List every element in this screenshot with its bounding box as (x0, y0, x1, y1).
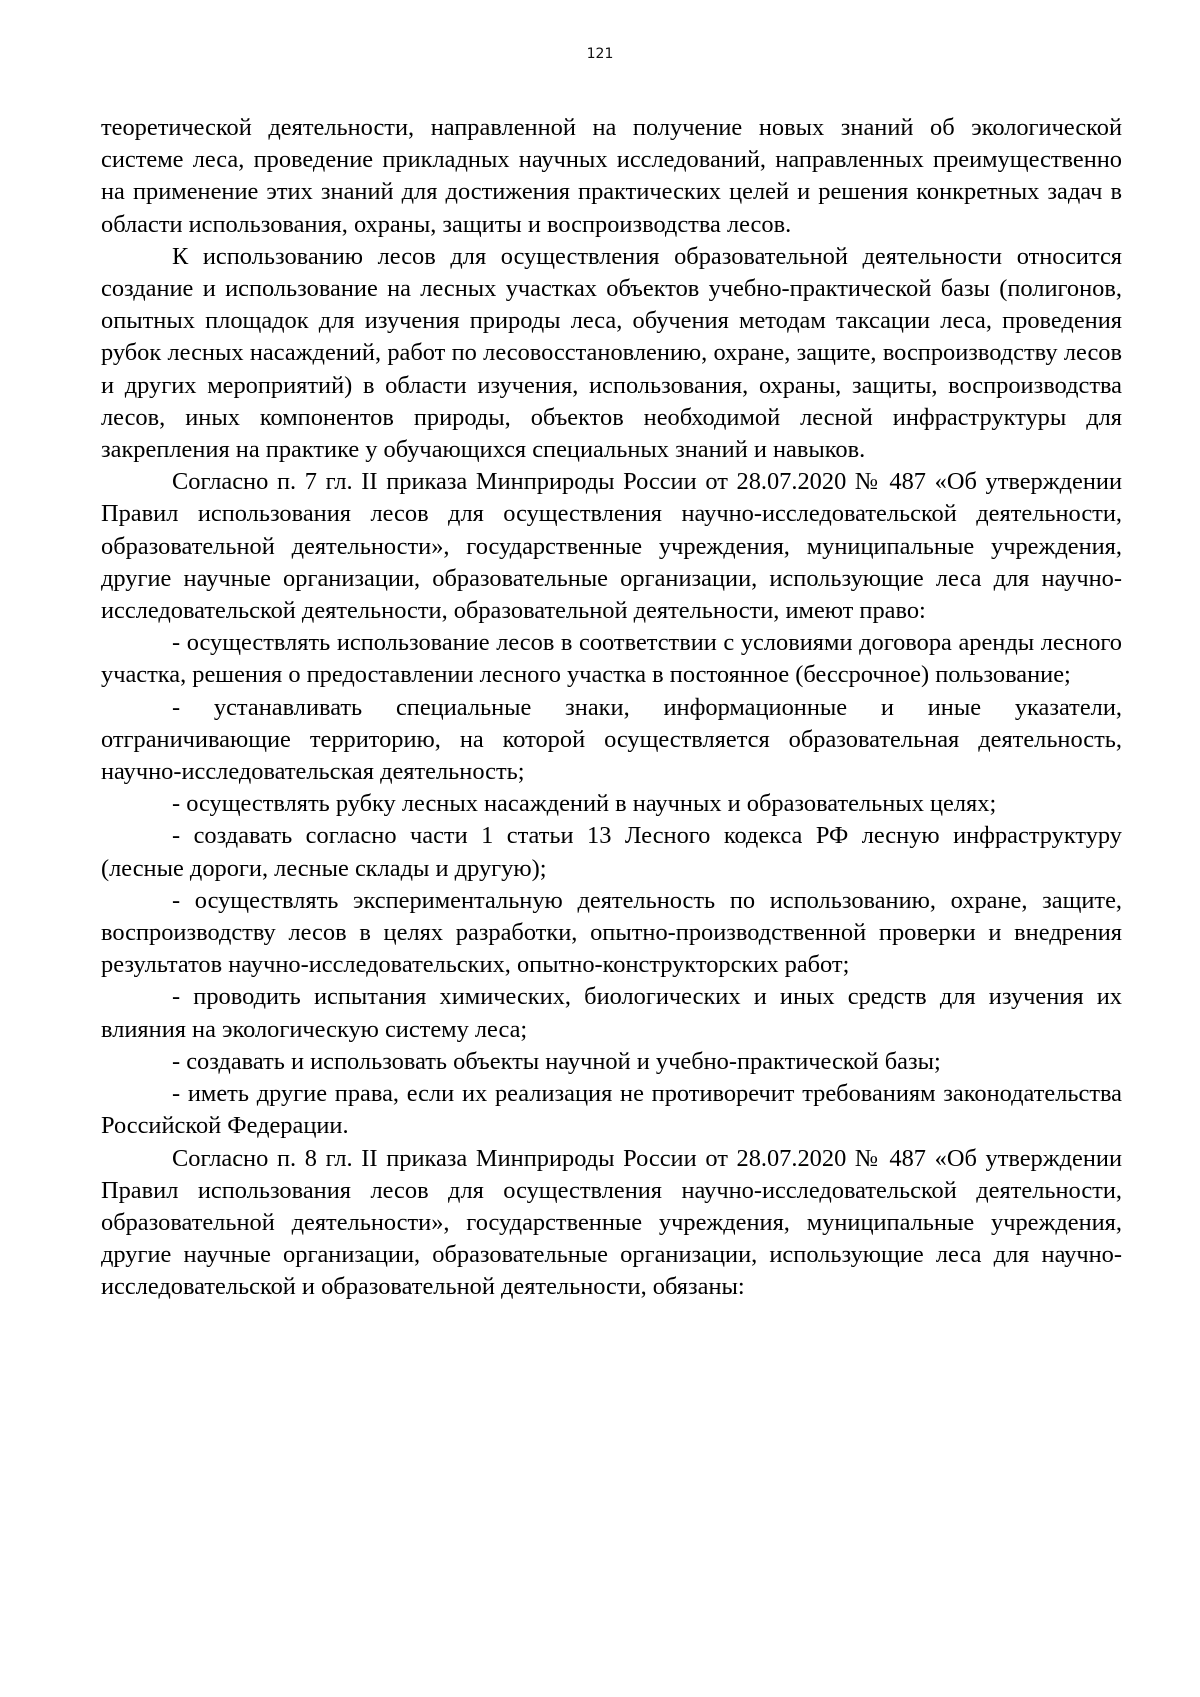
list-item: - проводить испытания химических, биологических и иных средств для изучения их влияния на экологическую систему леса; (101, 983, 1122, 1043)
paragraph: Согласно п. 7 гл. II приказа Минприроды России от 28.07.2020 № 487 «Об утверждении Правил использования лесов для осуществления научно-исследовательской деятельности, образовательной деятельности», государственные учреждения, муниципальные учреждения, другие научные организации, образовательные организации, использующие леса для научно-исследовательской деятельности, образовательной деятельности, имеют право: (101, 468, 1122, 625)
paragraph-continuation: теоретической деятельности, направленной на получение новых знаний об экологической системе леса, проведение прикладных научных исследований, направленных преимущественно на применение этих знаний для достижения практических целей и решения конкретных задач в области использования, охраны, защиты и воспроизводства лесов. (101, 114, 1122, 238)
list-item: - осуществлять рубку лесных насаждений в научных и образовательных целях; (172, 790, 997, 818)
list-item: - иметь другие права, если их реализация не противоречит требованиям законодательства Российской Федерации. (101, 1080, 1122, 1140)
list-item: - осуществлять использование лесов в соответствии с условиями договора аренды лесного участка, решения о предоставлении лесного участка в постоянное (бессрочное) пользование; (101, 629, 1122, 689)
document-body (101, 112, 1122, 1304)
list-item: - устанавливать специальные знаки, информационные и иные указатели, отграничивающие территорию, на которой осуществляется образовательная деятельность, научно-исследовательская деятельность; (101, 693, 1122, 786)
paragraph: Согласно п. 8 гл. II приказа Минприроды России от 28.07.2020 № 487 «Об утверждении Правил использования лесов для осуществления научно-исследовательской деятельности, образовательной деятельности», государственные учреждения, муниципальные учреждения, другие научные организации, образовательные организации, использующие леса для научно-исследовательской и образовательной деятельности, обязаны: (101, 1144, 1122, 1301)
list-item: - создавать и использовать объекты научной и учебно-практической базы; (172, 1047, 941, 1075)
page-number: 121 (586, 46, 614, 62)
paragraph: К использованию лесов для осуществления образовательной деятельности относится создание и использование на лесных участках объектов учебно-практической базы (полигонов, опытных площадок для изучения природы леса, обучения методам таксации леса, проведения рубок лесных насаждений, работ по лесовосстановлению, охране, защите, воспроизводству лесов и других мероприятий) в области изучения, использования, охраны, защиты, воспроизводства лесов, иных компонентов природы, объектов необходимой лесной инфраструктуры для закрепления на практике у обучающихся специальных знаний и навыков. (101, 242, 1122, 464)
list-item: - создавать согласно части 1 статьи 13 Лесного кодекса РФ лесную инфраструктуру (лесные дороги, лесные склады и другую); (101, 822, 1122, 882)
list-item: - осуществлять экспериментальную деятельность по использованию, охране, защите, воспроизводству лесов в целях разработки, опытно-производственной проверки и внедрения результатов научно-исследовательских, опытно-конструкторских работ; (101, 886, 1122, 979)
